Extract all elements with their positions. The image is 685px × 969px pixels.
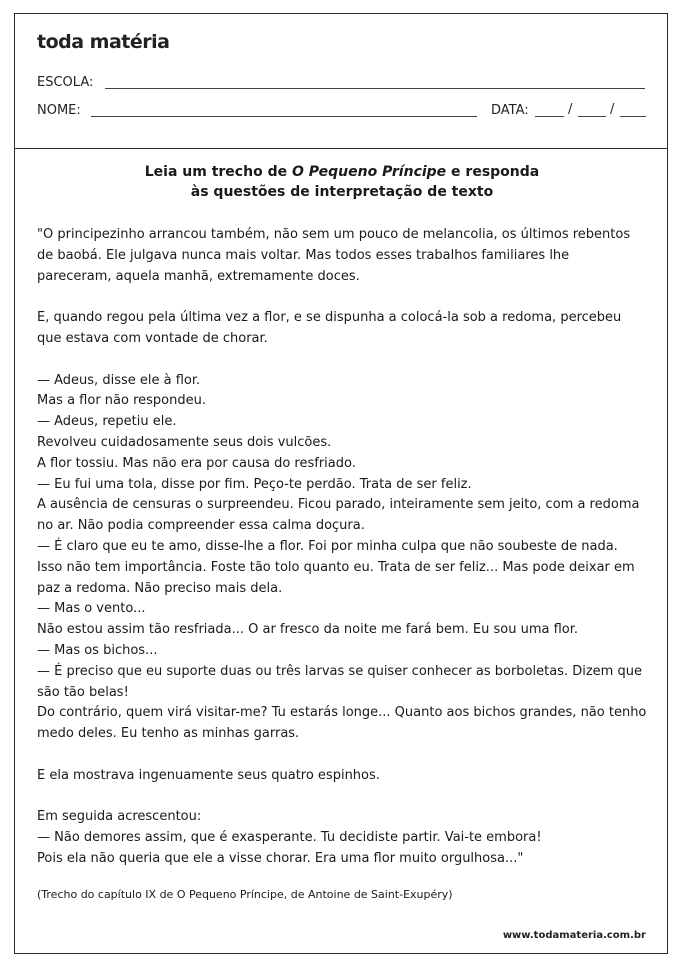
passage-paragraph: E, quando regou pela última vez a flor, e se dispunha a colocá-la sob a redoma, percebeu que estava com vontade de chorar. [37, 310, 622, 346]
title-prefix: Leia um trecho de [144, 164, 292, 180]
nome-line[interactable] [91, 116, 477, 117]
passage-paragraph: — Eu fui uma tola, disse por fim. Peço-te perdão. Trata de ser feliz. [37, 476, 472, 492]
escola-label: ESCOLA: [37, 75, 94, 90]
date-month-line[interactable] [578, 116, 606, 117]
date-year-line[interactable] [620, 116, 646, 117]
passage-paragraph: Mas a flor não respondeu. [37, 393, 206, 409]
passage-paragraph: — É claro que eu te amo, disse-lhe a flor. Foi por minha culpa que não soubeste de nada. Isso não tem importância. Foste tão tolo quanto eu. Trata de ser feliz... Mas pode deixar em paz a redoma. Não preciso mais dela. [37, 538, 635, 596]
date-day-line[interactable] [535, 116, 564, 117]
passage-paragraph: "O principezinho arrancou também, não sem um pouco de melancolia, os últimos rebentos de baobá. Ele julgava nunca mais voltar. Mas todos esses trabalhos familiares lhe pareceram, aquela manhã, extremamente doces. [37, 227, 631, 284]
passage-paragraph: Em seguida acrescentou: [37, 809, 202, 825]
footer-url[interactable]: www.todamateria.com.br [502, 930, 646, 941]
passage-paragraph: — É preciso que eu suporte duas ou três larvas se quiser conhecer as borboletas. Dizem que são tão belas! [37, 663, 642, 700]
worksheet-frame [14, 13, 668, 954]
passage-paragraph: — Adeus, repetiu ele. [37, 414, 177, 430]
passage-paragraph: Revolveu cuidadosamente seus dois vulcões. [37, 434, 332, 450]
paragraph-gap [37, 745, 647, 766]
data-label: DATA: [491, 103, 529, 118]
passage-paragraph: — Mas o vento... [37, 601, 146, 617]
passage-paragraph: Não estou assim tão resfriada... O ar fresco da noite me fará bem. Eu sou uma flor. [37, 622, 579, 638]
book-title: O Pequeno Príncipe [291, 164, 447, 180]
date-separator: / [610, 102, 615, 117]
passage-paragraph: — Mas os bichos... [37, 642, 158, 658]
passage-paragraph: E ela mostrava ingenuamente seus quatro espinhos. [37, 767, 380, 783]
worksheet-content [37, 162, 647, 903]
passage-paragraph: A flor tossiu. Mas não era por causa do resfriado. [37, 455, 356, 471]
logo: toda matéria [37, 31, 170, 53]
worksheet-header [15, 14, 667, 149]
passage-paragraph: A ausência de censuras o surpreendeu. Ficou parado, inteiramente sem jeito, com a redoma no ar. Não podia compreender essa calma doçura. [37, 497, 640, 534]
source-citation: (Trecho do capítulo IX de O Pequeno Príncipe, de Antoine de Saint-Exupéry) [37, 887, 453, 901]
nome-label: NOME: [37, 103, 81, 118]
passage [37, 225, 647, 870]
paragraph-gap [37, 787, 647, 808]
title-line-2: às questões de interpretação de texto [190, 184, 494, 200]
title-suffix: e responda [446, 164, 540, 180]
passage-paragraph: Pois ela não queria que ele a visse chorar. Era uma flor muito orgulhosa..." [37, 850, 524, 866]
worksheet-title [37, 162, 647, 202]
paragraph-gap [37, 350, 647, 371]
passage-paragraph: Do contrário, quem virá visitar-me? Tu estarás longe... Quanto aos bichos grandes, não tenho medo deles. Eu tenho as minhas garras. [37, 705, 647, 742]
passage-paragraph: — Adeus, disse ele à flor. [37, 372, 201, 388]
escola-line[interactable] [105, 88, 645, 89]
date-separator: / [568, 102, 573, 117]
passage-paragraph: — Não demores assim, que é exasperante. Tu decidiste partir. Vai-te embora! [37, 830, 542, 846]
paragraph-gap [37, 287, 647, 308]
